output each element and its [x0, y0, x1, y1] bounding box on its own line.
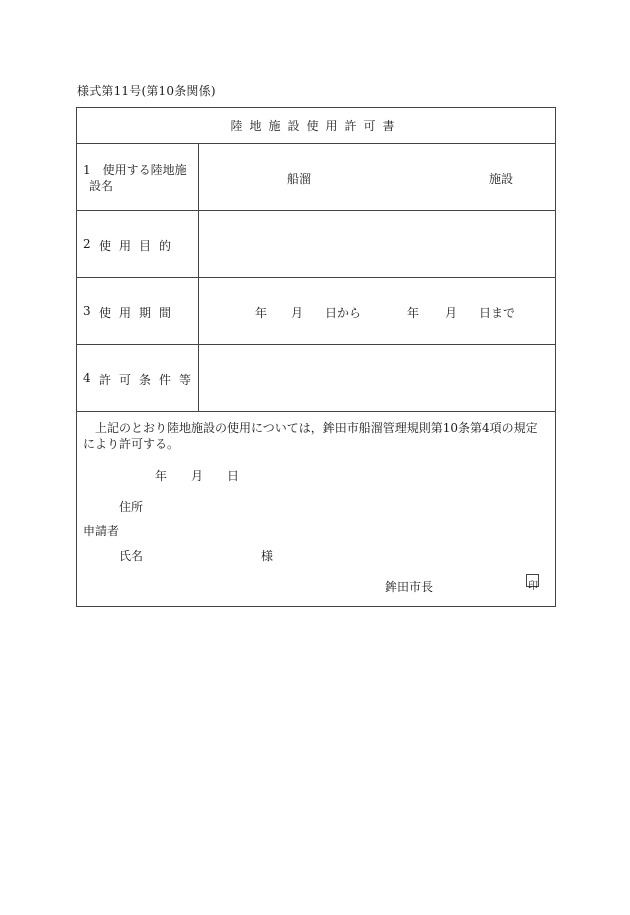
conditions-label: 許可条件等 — [99, 373, 200, 387]
applicant-honorific: 様 — [261, 549, 274, 563]
period-to-month: 月 — [445, 306, 458, 320]
issue-date-year: 年 — [155, 469, 168, 483]
applicant-name-label: 氏名 — [119, 549, 144, 563]
period-row — [77, 278, 555, 345]
conditions-number: 4 — [83, 371, 91, 385]
issue-date-month: 月 — [191, 469, 204, 483]
conditions-row — [77, 345, 555, 412]
facility-harbor-text: 船溜 — [287, 172, 312, 186]
issuer-title: 鉾田市長 — [385, 580, 434, 594]
conditions-label-cell — [77, 345, 199, 411]
facility-value-cell — [199, 144, 555, 210]
facility-label-line1: 1 使用する陸地施 — [83, 163, 187, 177]
period-number: 3 — [83, 304, 91, 318]
applicant-address-label: 住所 — [119, 500, 144, 514]
period-label-cell — [77, 278, 199, 344]
period-from-month: 月 — [291, 306, 304, 320]
period-from-year: 年 — [255, 306, 268, 320]
period-value-cell — [199, 278, 555, 344]
purpose-row — [77, 211, 555, 278]
form-number-label: 様式第11号(第10条関係) — [77, 84, 216, 98]
purpose-label-cell — [77, 211, 199, 277]
period-from-day: 日から — [325, 306, 362, 320]
purpose-label: 使用目的 — [99, 239, 180, 253]
period-label: 使用期間 — [99, 306, 180, 320]
period-to-day: 日まで — [479, 306, 516, 320]
purpose-value-cell — [199, 211, 555, 277]
facility-row — [77, 144, 555, 211]
seal-text: 印 — [528, 581, 538, 592]
issue-date-day: 日 — [227, 469, 240, 483]
applicant-section-label: 申請者 — [83, 524, 120, 538]
facility-label-line2: 設名 — [89, 179, 114, 193]
purpose-number: 2 — [83, 237, 91, 251]
conditions-value-cell — [199, 345, 555, 411]
form-title: 陸地施設使用許可書 — [77, 108, 555, 144]
period-to-year: 年 — [407, 306, 420, 320]
permit-form — [76, 107, 556, 607]
seal-stamp-icon — [526, 574, 539, 592]
facility-suffix-text: 施設 — [489, 172, 514, 186]
facility-label-cell — [77, 144, 199, 210]
permit-statement: 上記のとおり陸地施設の使用については，鉾田市船溜管理規則第10条第4項の規定により許可する。 — [83, 421, 538, 451]
